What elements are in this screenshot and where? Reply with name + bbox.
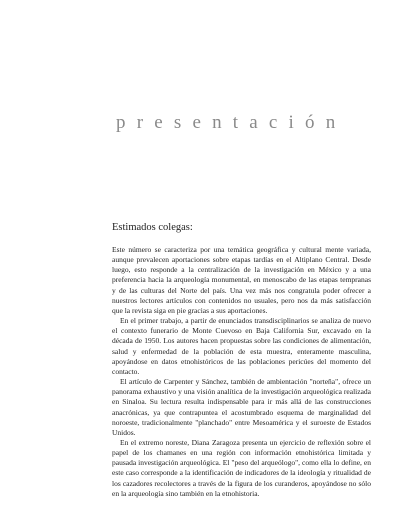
paragraph-1: Este número se caracteriza por una temática geográfica y cultural mente variada, aunque prevalecen aportaciones sobre etapas tardías en el Altiplano Central. Desde luego, esto responde a la centralización de la investigación en México y a una preferencia hacia la arqueología monumental, en menoscabo de las etapas tempranas y de las culturas del Norte del país. Una vez más nos congratula poder ofrecer a nuestros lectores artículos con contenidos no usuales, pero nos da más satisfacción que la revista siga en pie gracias a sus aportaciones. [112,245,371,315]
paragraph-4: En el extremo noreste, Diana Zaragoza presenta un ejercicio de reflexión sobre el papel de los chamanes en una región con información etnohistórica limitada y pausada investigación arqueológica. El "peso del arqueólogo", como ella lo define, en este caso corresponde a la identificación de indicadores de la ideología y ritualidad de los cazadores recolectores a través de la figura de los curanderos, apoyándose no sólo en la arqueología sino también en la etnohistoria. [112,437,371,498]
body-text [112,221,371,499]
section-title: presentación [116,112,347,133]
salutation: Estimados colegas: [112,222,193,233]
paragraph-3: El artículo de Carpenter y Sánchez, también de ambientación "norteña", ofrece un panorama exhaustivo y una visión analítica de la investigación arqueológica realizada en Sinaloa. Su lectura resulta indispensable para ir más allá de las construcciones anacrónicas, ya que contrapuntea el acostumbrado esquema de marginalidad del noroeste, tradicionalmente "planchado" entre Mesoamérica y el suroeste de Estados Unidos. [112,377,371,437]
paragraph-2: En el primer trabajo, a partir de enunciados transdisciplinarios se analiza de nuevo el contexto funerario de Monte Cuevoso en Baja California Sur, excavado en la década de 1950. Los autores hacen propuestas sobre las condiciones de alimentación, salud y enfermedad de la población de esta muestra, enteramente masculina, apoyándose en datos etnohistóricos de las poblaciones pericúes del momento del contacto. [112,316,371,376]
